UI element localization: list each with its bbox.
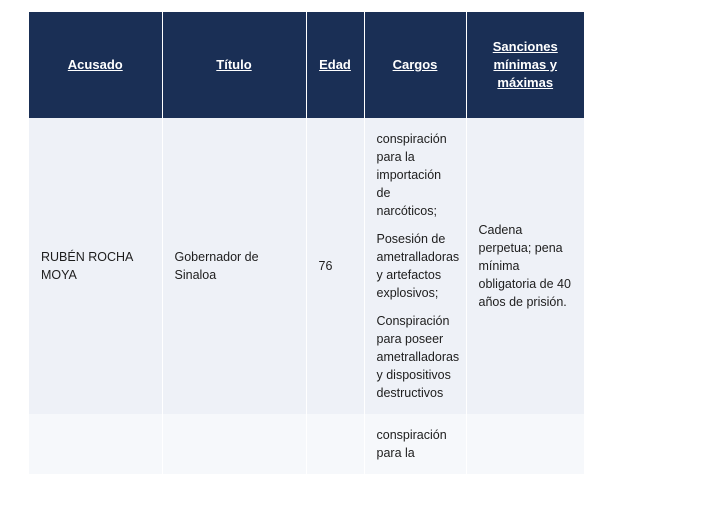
header-sanciones: Sanciones mínimas y máximas (466, 12, 584, 118)
cell-acusado (29, 414, 162, 474)
header-edad: Edad (306, 12, 364, 118)
header-titulo: Título (162, 12, 306, 118)
header-cargos: Cargos (364, 12, 466, 118)
cell-acusado: RUBÉN ROCHA MOYA (29, 118, 162, 414)
cell-cargos (364, 118, 466, 414)
charge-item: Posesión de ametralladoras y artefactos explosivos; (376, 232, 460, 300)
cell-cargos (364, 414, 466, 474)
cell-sanciones (466, 414, 584, 474)
cell-edad (306, 414, 364, 474)
charge-item: conspiración para la importación de narcóticos; (376, 132, 447, 218)
table-header (29, 12, 584, 118)
table-body (29, 118, 584, 474)
cell-titulo: Gobernador de Sinaloa (162, 118, 306, 414)
cell-sanciones: Cadena perpetua; pena mínima obligatoria de 40 años de prisión. (466, 118, 584, 414)
indictment-table (29, 12, 584, 474)
header-acusado: Acusado (29, 12, 162, 118)
charge-item: conspiración para la (376, 428, 447, 460)
table-row (29, 414, 584, 474)
cell-edad: 76 (306, 118, 364, 414)
charge-item: Conspiración para poseer ametralladoras y dispositivos destructivos (376, 314, 460, 400)
table-row (29, 118, 584, 414)
header-row (29, 12, 584, 118)
cell-titulo (162, 414, 306, 474)
